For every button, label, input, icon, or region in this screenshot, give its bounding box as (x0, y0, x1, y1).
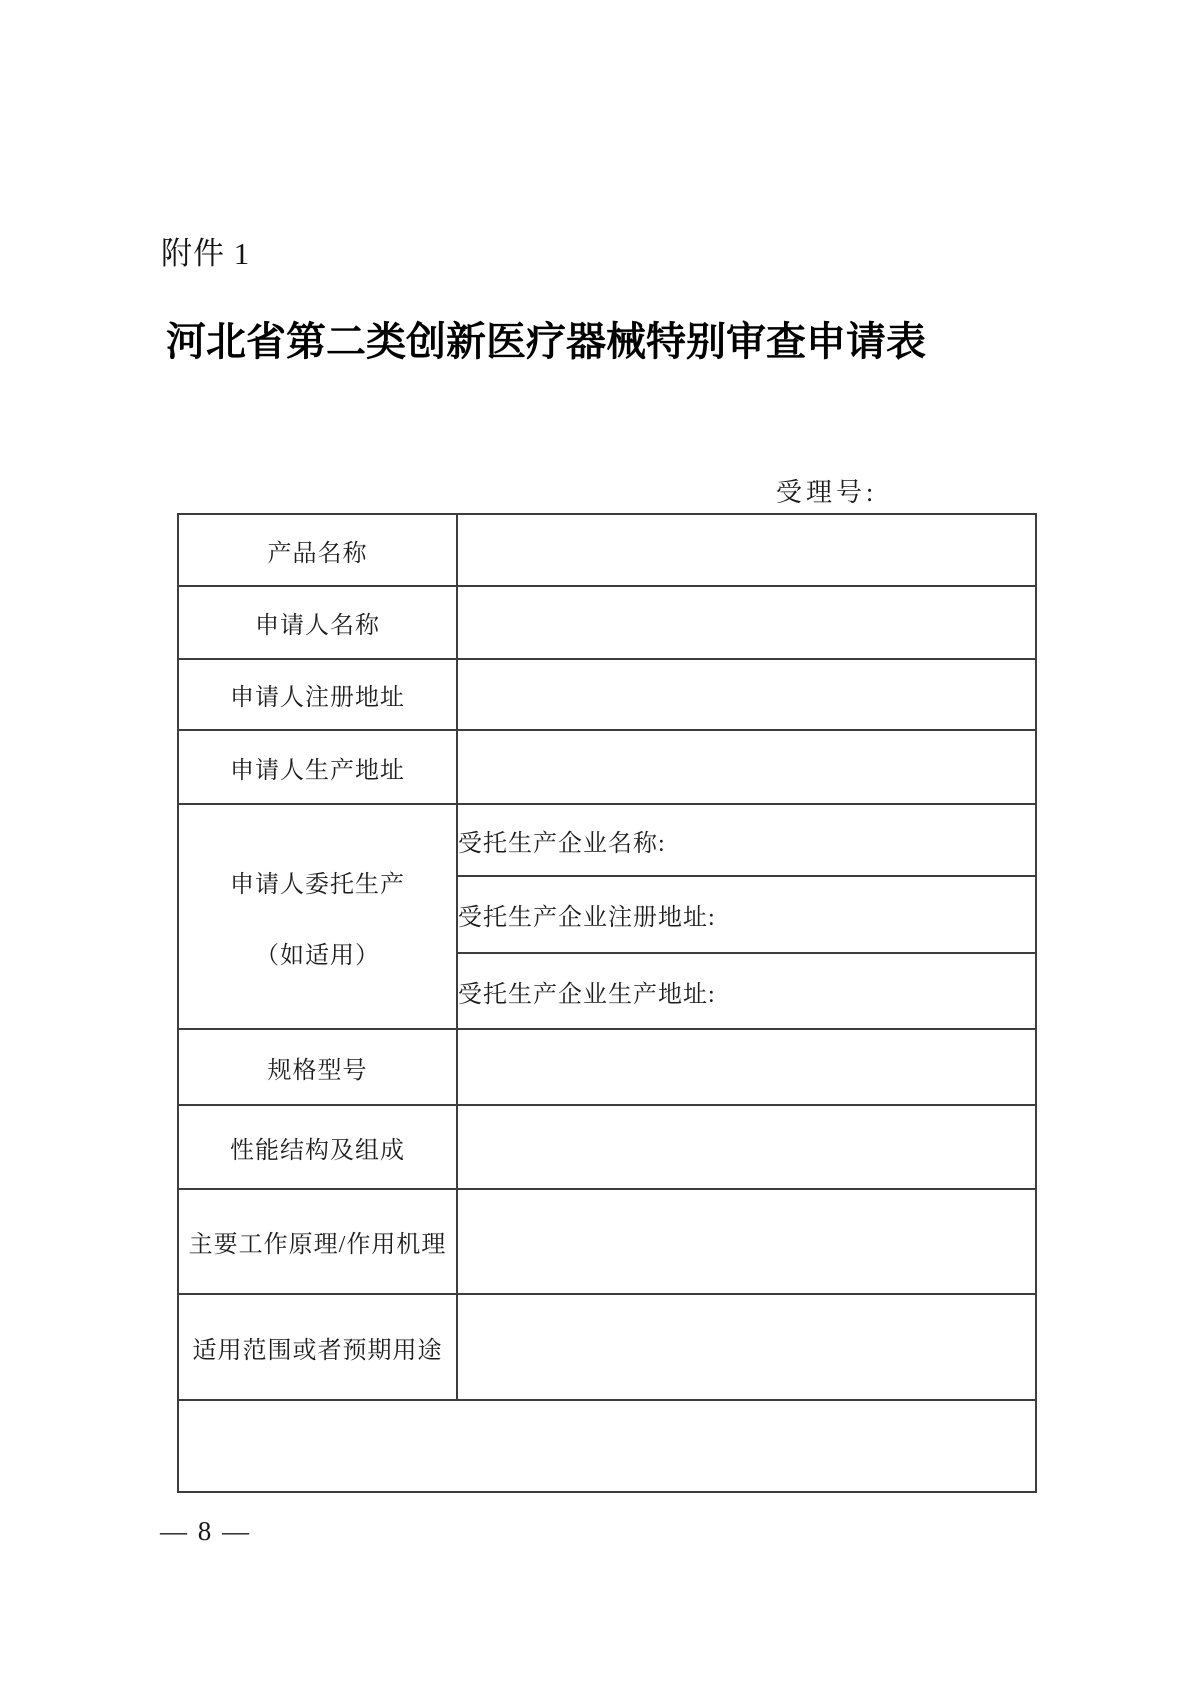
label-entrusted-production (178, 804, 457, 1029)
table-row (178, 586, 1036, 659)
value-applicant-production-address (457, 730, 1036, 804)
label-applicant-production-address: 申请人生产地址 (178, 730, 457, 804)
value-intended-use-scope (457, 1294, 1036, 1400)
label-product-name: 产品名称 (178, 514, 457, 586)
table-row (178, 1294, 1036, 1400)
entrusted-production-line1: 申请人委托生产 (230, 871, 405, 898)
acceptance-number-label: 受理号: (776, 478, 878, 507)
table-row (178, 730, 1036, 804)
attachment-label: 附件 1 (161, 236, 251, 271)
value-extra-bottom-cell (178, 1400, 1036, 1492)
value-specification-model (457, 1029, 1036, 1105)
label-applicant-registered-address: 申请人注册地址 (178, 659, 457, 730)
value-applicant-registered-address (457, 659, 1036, 730)
value-performance-structure-composition (457, 1105, 1036, 1189)
table-row (178, 1400, 1036, 1492)
label-applicant-name: 申请人名称 (178, 586, 457, 659)
value-applicant-name (457, 586, 1036, 659)
label-entrusted-enterprise-name: 受托生产企业名称: (457, 804, 1036, 876)
label-specification-model: 规格型号 (178, 1029, 457, 1105)
table-row (178, 804, 1036, 876)
page-number: — 8 — (160, 1516, 251, 1546)
label-entrusted-enterprise-production-address: 受托生产企业生产地址: (457, 953, 1036, 1029)
label-intended-use-scope: 适用范围或者预期用途 (178, 1294, 457, 1400)
value-product-name (457, 514, 1036, 586)
table-row (178, 514, 1036, 586)
value-working-principle-mechanism (457, 1189, 1036, 1294)
table-row (178, 659, 1036, 730)
entrusted-production-line2: （如适用） (255, 942, 380, 969)
label-working-principle-mechanism: 主要工作原理/作用机理 (178, 1189, 457, 1294)
application-form-table (177, 513, 1037, 1493)
label-performance-structure-composition: 性能结构及组成 (178, 1105, 457, 1189)
table-row (178, 1029, 1036, 1105)
form-title: 河北省第二类创新医疗器械特别审查申请表 (166, 319, 926, 364)
table-row (178, 1189, 1036, 1294)
table-row (178, 1105, 1036, 1189)
label-entrusted-enterprise-registered-address: 受托生产企业注册地址: (457, 876, 1036, 953)
